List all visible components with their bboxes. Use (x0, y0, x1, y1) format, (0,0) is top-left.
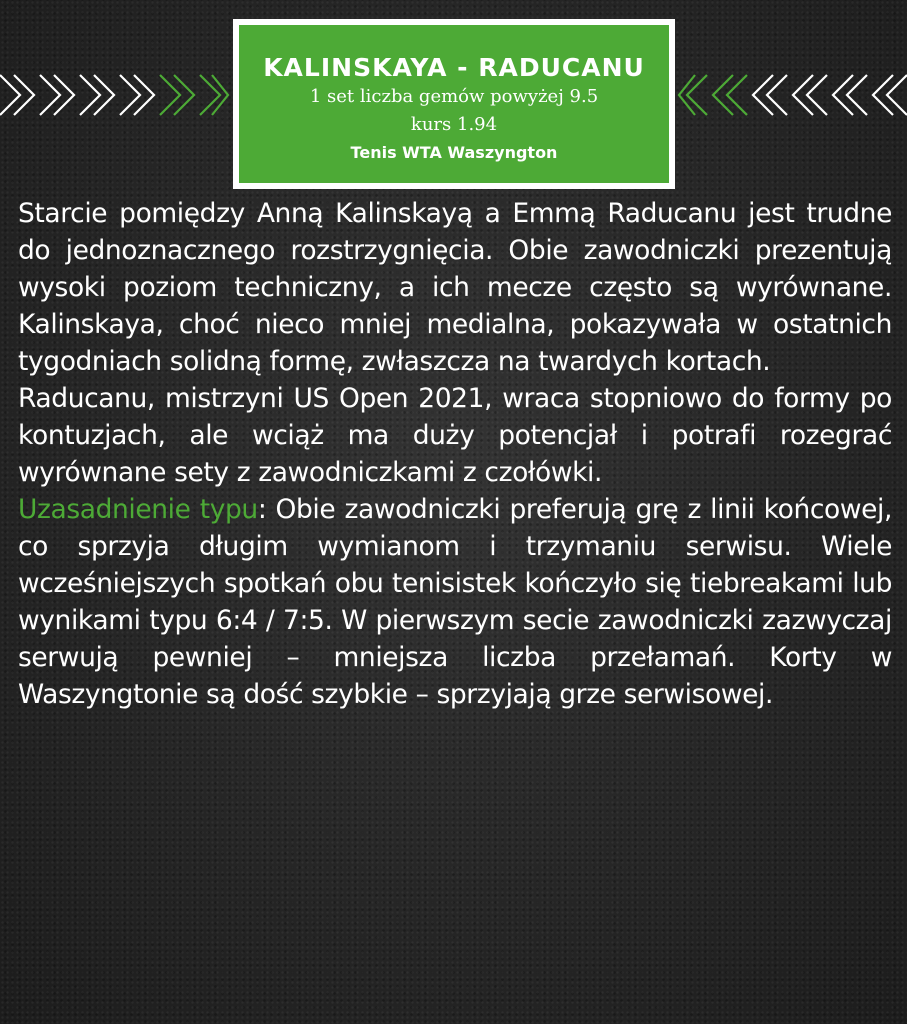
match-title: KALINSKAYA - RADUCANU (263, 53, 645, 82)
bet-line: 1 set liczba gemów powyżej 9.5 (309, 86, 599, 107)
tournament-name: Tenis WTA Waszyngton (350, 143, 558, 162)
chevrons-right-icon (0, 72, 230, 118)
chevrons-left-icon (677, 72, 907, 118)
match-header-box (233, 19, 675, 189)
reason-text: : Obie zawodniczki preferują grę z linii końcowej, co sprzyja długim wymianom i trzymaniu serwisu. Wiele wcześniejszych spotkań obu tenisistek kończyło się tiebreakami lub wynikami typu 6:4 / 7:5. W pierwszym secie zawodniczki zazwyczaj serwują pewniej – mniejsza liczba przełamań. Korty w Waszyngtonie są dość szybkie – sprzyjają grze serwisowej. (18, 494, 892, 710)
odds: kurs 1.94 (410, 114, 498, 135)
article-paragraph-3 (18, 491, 892, 713)
article-paragraph-2: Raducanu, mistrzyni US Open 2021, wraca stopniowo do formy po kontuzjach, ale wciąż ma duży potencjał i potrafi rozegrać wyrównane sety z zawodniczkami z czołówki. (18, 383, 892, 488)
article-paragraph-1: Starcie pomiędzy Anną Kalinskayą a Emmą Raducanu jest trudne do jednoznacznego rozstrzygnięcia. Obie zawodniczki prezentują wysoki poziom techniczny, a ich mecze często są wyrównane. Kalinskaya, choć nieco mniej medialna, pokazywała w ostatnich tygodniach solidną formę, zwłaszcza na twardych kortach. (18, 198, 892, 377)
reason-label: Uzasadnienie typu (18, 494, 258, 525)
article-body (18, 195, 892, 713)
